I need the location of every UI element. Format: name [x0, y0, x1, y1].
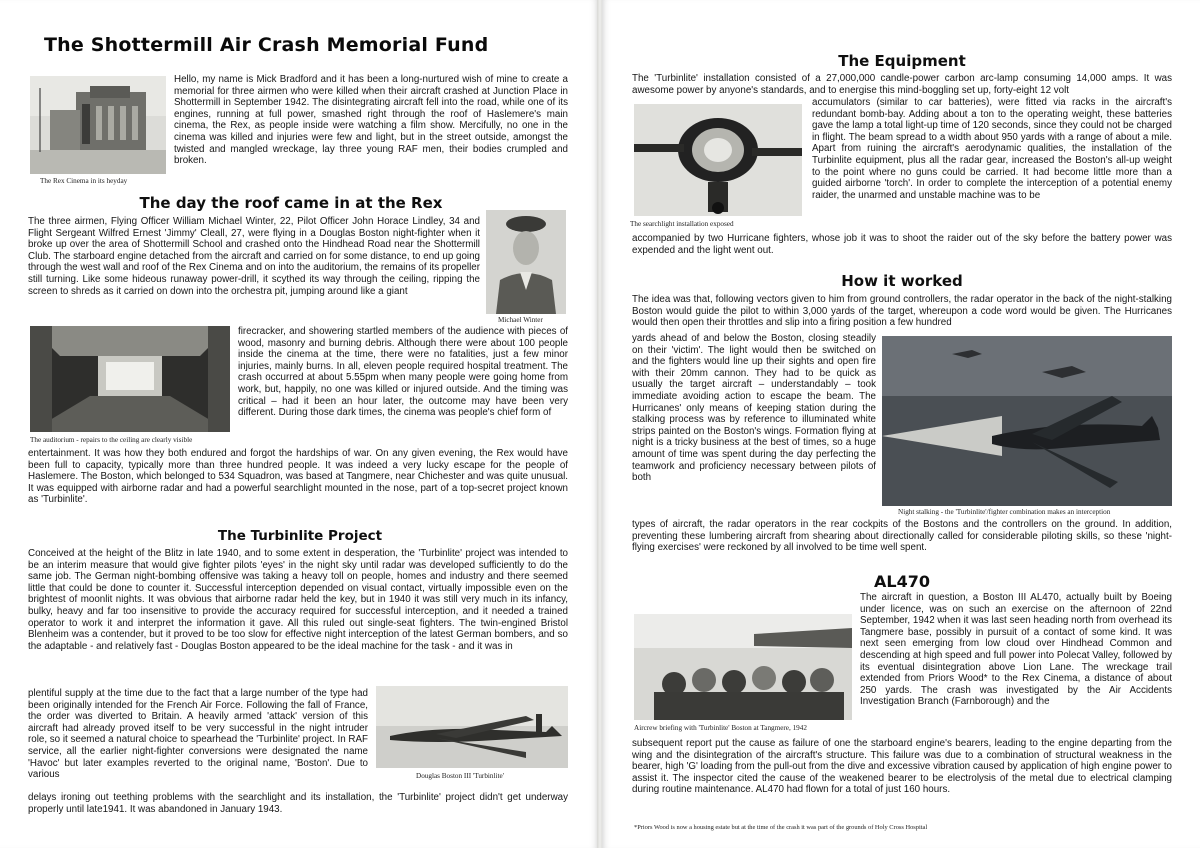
turbinlite-text-middle: plentiful supply at the time due to the fact that a large number of the type had been originally intended for the French Air Force. Following the fall of France, the order was diverted to Britain. A heavily armed 'attack' version of this aircraft had already proved itself to be very successful in the night intruder role, so it seemed a natural choice to spearhead the 'Turbinlite' project. In RAF service, all the earlier night-fighter conversions were designated the name 'Havoc' but later examples reverted to the original name, 'Boston'. Due to various [28, 688, 368, 781]
auditorium-photo [30, 326, 230, 432]
al470-text-middle: The aircraft in question, a Boston III AL470, actually built by Boeing under licence, was on such an exercise on the afternoon of 22nd September, 1942 when it was last seen heading north from overhead its Tangmere base, possibly in pursuit of a contact of some kind. It was next seen emerging from low cloud over Hindhead Common and descending at high speed and full power into Polecat Valley, followed by its eventual disintegration above Lion Lane. The wreckage trail extended from Priors Wood* to the Rex Cinema, a distance of about 250 yards. The crash was investigated by the Air Accidents Investigation Branch (Farnborough) and the [860, 592, 1172, 708]
rex-heading: The day the roof came in at the Rex [139, 194, 443, 212]
night-stalking-photo [882, 336, 1172, 506]
rex-text-top: The three airmen, Flying Officer William Michael Winter, 22, Pilot Officer John Horace Lindley, 34 and Flight Sergeant Wilfred Ernest 'Jimmy' Cleall, 27, were flying in a Douglas Boston night-fighter when it broke up over the area of Shottermill School and crashed onto the Hindhead Road near the Shottermill Club. The starboard engine detached from the aircraft and carried on for some distance, to end up going through the west wall and roof of the Rex Cinema and on into the auditorium, the remains of its propeller still turning. Like some hideous runaway power-drill, it scythed its way through the ceiling, ripping the screen to shreds as it carried on down into the orchestra pit, jumping around like a giant [28, 216, 480, 297]
night-stalking-caption: Night stalking - the 'Turbinlite'/fighter combination makes an interception [898, 508, 1111, 516]
left-page [0, 0, 598, 848]
al470-heading: AL470 [874, 572, 930, 591]
turbinlite-text-top: Conceived at the height of the Blitz in late 1940, and to some extent in desperation, the 'Turbinlite' project was intended to be an interim measure that would give fighter pilots 'eyes' in the night sky until radar was developed sufficiently to do the same job. The German night-bombing offensive was taking a heavy toll on people, homes and industry and there seemed little that could be done to counter it. Successful interception depended on visual contact, virtually impossible even on the brightest of moonlit nights. It was obvious that airborne radar held the key, but in 1940 it was still very much in its infancy, bulky, heavy and far too insensitive to provide the accuracy required for successful interception, and it needed a trained operator to work it and interpret the information it gave. All this ruled out single-seat fighters. The twin-engined Bristol Blenheim was a contender, but it proved to be too slow for effective night interception of the latest German bombers, and so the adaptable - and relatively fast - Douglas Boston appeared to be the ideal machine for the task - and it was in [28, 548, 568, 652]
turbinlite-heading: The Turbinlite Project [217, 528, 383, 544]
how-text-top: The idea was that, following vectors given to him from ground controllers, the radar operator in the back of the night-stalking Boston would guide the pilot to within 3,000 yards of the target, whereupon a code word would be given. The Hurricanes would then open their throttles and slip into a firing position a few hundred [632, 294, 1172, 329]
searchlight-photo [634, 104, 802, 216]
al470-text-bottom: subsequent report put the cause as failure of one the starboard engine's bearers, leading to the engine departing from the wing and the disintegration of the aircraft's structure. This failure was due to a combination of structural weakness in the bearer, high 'G' loading from the pull-out from the dive and excessive vibration caused by application of high engine power to assist it. The inspector cited the cause of the weakened bearer to be electrolysis of the metal due to electrical clamping during routine maintenance. AL470 had flown for a total of just 160 hours. [632, 738, 1172, 796]
auditorium-caption: The auditorium - repairs to the ceiling are clearly visible [30, 436, 193, 444]
equipment-text-middle: accumulators (similar to car batteries), were fitted via racks in the aircraft's redundant bomb-bay. Adding about a ton to the operating weight, these batteries gave the lamp a total light-up time of 120 seconds, since they could not be charged in flight. The beam spread to a width about 950 yards with a range of about a mile. Apart from ruining the aircraft's aerodynamic qualities, the installation of the Turbinlite equipment, plus all the radar gear, increased the Boston's all-up weight to the point where no guns could be carried. It had become little more than a guided airborne 'torch'. In order to complete the interception of a potential enemy raider, the unarmed and unstable machine was to be [812, 97, 1172, 201]
rex-cinema-photo [30, 76, 166, 174]
boston-caption: Douglas Boston III 'Turbinlite' [416, 772, 504, 780]
how-heading: How it worked [841, 272, 963, 290]
equipment-text-bottom: accompanied by two Hurricane fighters, whose job it was to shoot the raider out of the sky before the battery power was expended and the light went out. [632, 233, 1172, 256]
boston-photo [376, 686, 568, 768]
how-text-middle: yards ahead of and below the Boston, closing steadily on their 'victim'. The light would then be switched on and the fighters would line up their sights and open fire with their 20mm cannon. They had to be quick as usually the target aircraft – understandably – took immediate avoiding action to escape the beam. The Hurricanes' only means of keeping station during the stalking process was by reference to illuminated white strips painted on the Boston's wings. Formation flying at night is a tricky business at the best of times, so a huge amount of time was spent during the day perfecting the teamwork and proficiency necessary between pilots of both [632, 333, 876, 484]
rex-caption: The Rex Cinema in its heyday [40, 177, 128, 185]
equipment-heading: The Equipment [838, 52, 966, 70]
right-page [602, 0, 1200, 848]
aircrew-briefing-photo [634, 614, 852, 720]
page-title: The Shottermill Air Crash Memorial Fund [44, 34, 489, 56]
how-text-bottom: types of aircraft, the radar operators in the rear cockpits of the Bostons and the controllers on the ground. In addition, preventing these lumbering aircraft from shearing about directionally called for considerable piloting skills, so these 'night-flying exercises' were reckoned by all involved to be time well spent. [632, 519, 1172, 554]
equipment-text-top: The 'Turbinlite' installation consisted of a 27,000,000 candle-power carbon arc-lamp consuming 14,000 amps. It was awesome power by anyone's standards, and to energise this mind-boggling set up, forty-eight 12 volt [632, 73, 1172, 96]
rex-text-bottom: entertainment. It was how they both endured and forgot the hardships of war. On any given evening, the Rex would have been full to capacity, typically more than three hundred people. It was indeed a very lucky escape for the people of Haslemere. The Boston, which belonged to 534 Squadron, was based at Tangmere, near Chichester and was quite unusual. It was equipped with airborne radar and had a powerful searchlight mounted in the nose, part of a top-secret project known as 'Turbinlite'. [28, 448, 568, 506]
michael-winter-photo [486, 210, 566, 314]
winter-caption: Michael Winter [498, 316, 543, 324]
aircrew-caption: Aircrew briefing with 'Turbinlite' Boston at Tangmere, 1942 [634, 724, 807, 732]
searchlight-caption: The searchlight installation exposed [630, 220, 734, 228]
rex-text-middle: firecracker, and showering startled members of the audience with pieces of wood, masonry and burning debris. Although there were about 100 people inside the cinema at the time, there were no fatalities, just a few minor injuries, mainly burns. In all, eleven people required hospital treatment. The crash occurred at about 5.55pm when many people were going home from work, but, happily, no one was killed or injured outside. And the timing was critical – had it been an hour later, the outcome may have been very different. During those dark times, the cinema was people's chief form of [238, 326, 568, 419]
priors-wood-footnote: *Priors Wood is now a housing estate but at the time of the crash it was part of the grounds of Holy Cross Hospital [634, 824, 928, 831]
intro-text: Hello, my name is Mick Bradford and it has been a long-nurtured wish of mine to create a memorial for three airmen who were killed when their aircraft crashed at Junction Place in Shottermill in September 1942. The disintegrating aircraft fell into the road, while one of its engines, running at full power, smashed right through the roof of Haslemere's main cinema, the Rex, as people inside were watching a film show. Mercifully, no one in the cinema was killed and injuries were few and light, but in the street outside, amongst the twisted and mangled wreckage, lay three young RAF men, their bodies crumpled and broken. [174, 74, 568, 167]
turbinlite-text-bottom: delays ironing out teething problems with the searchlight and its installation, the 'Turbinlite' project didn't get underway properly until late1941. It was abandoned in January 1943. [28, 792, 568, 815]
